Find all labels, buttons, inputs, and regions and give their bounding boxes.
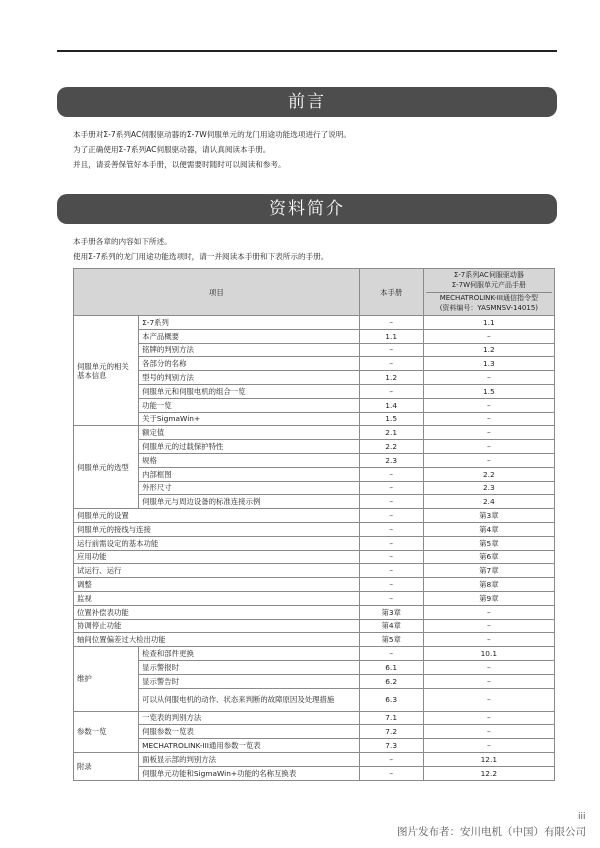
row-this: 2.3 [359, 453, 423, 467]
row-item: 运行前需设定的基本功能 [74, 536, 360, 550]
row-item: 外形尺寸 [139, 481, 360, 495]
row-this: 6.2 [359, 674, 423, 688]
table-row [74, 660, 555, 674]
row-item: 轴间位置偏差过大检出功能 [74, 633, 360, 647]
row-ref: – [423, 453, 554, 467]
table-row [74, 371, 555, 385]
row-ref: 2.2 [423, 467, 554, 481]
row-ref: – [423, 711, 554, 725]
table-row [74, 398, 555, 412]
row-this: – [359, 316, 423, 330]
row-item: 型号的判别方法 [139, 371, 360, 385]
table-row [74, 509, 555, 523]
row-this: 6.3 [359, 688, 423, 711]
header-item: 项目 [74, 269, 360, 316]
table-row [74, 316, 555, 330]
row-this: 第4章 [359, 619, 423, 633]
preface-line-1: 本手册对Σ-7系列AC伺服驱动器的Σ-7W伺服单元的龙门用途功能选项进行了说明。 [73, 130, 352, 139]
row-item: 伺服参数一览表 [139, 725, 360, 739]
group-basic-info: 伺服单元的相关基本信息 [74, 316, 139, 426]
row-this: – [359, 578, 423, 592]
row-ref: – [423, 619, 554, 633]
row-this: 7.1 [359, 711, 423, 725]
row-this: – [359, 550, 423, 564]
table-header-row [74, 269, 555, 316]
table-row [74, 481, 555, 495]
row-item: 伺服单元和伺服电机的组合一览 [139, 384, 360, 398]
row-item: 铭牌的判别方法 [139, 343, 360, 357]
row-ref: – [423, 660, 554, 674]
table-row [74, 633, 555, 647]
row-ref: 12.2 [423, 766, 554, 780]
row-ref: – [423, 605, 554, 619]
row-this: – [359, 509, 423, 523]
row-item: 伺服单元与周边设备的标准连接示例 [139, 495, 360, 509]
row-ref: – [423, 688, 554, 711]
preface-title: 前言 [57, 87, 557, 117]
row-ref: 第9章 [423, 591, 554, 605]
row-ref: 第5章 [423, 536, 554, 550]
table-row [74, 426, 555, 440]
table-row [74, 564, 555, 578]
row-item: 监视 [74, 591, 360, 605]
row-this: 第5章 [359, 633, 423, 647]
row-ref: – [423, 398, 554, 412]
header-ref-line-2: Σ-7W伺服单元产品手册 [451, 280, 527, 289]
row-this: – [359, 536, 423, 550]
row-ref: – [423, 739, 554, 753]
page-number: iii [578, 812, 586, 822]
row-this: – [359, 591, 423, 605]
table-row [74, 688, 555, 711]
row-this: 1.1 [359, 329, 423, 343]
row-item: 伺服单元的过载保护特性 [139, 440, 360, 454]
row-item: 位置补偿表功能 [74, 605, 360, 619]
row-this: – [359, 357, 423, 371]
row-ref: – [423, 674, 554, 688]
table-row [74, 329, 555, 343]
row-item: Σ-7系列 [139, 316, 360, 330]
publisher-credit: 图片发布者：安川电机（中国）有限公司 [397, 826, 586, 838]
row-this: – [359, 467, 423, 481]
row-this: – [359, 384, 423, 398]
row-ref: – [423, 725, 554, 739]
row-ref: 1.5 [423, 384, 554, 398]
row-ref: 第7章 [423, 564, 554, 578]
row-ref: – [423, 633, 554, 647]
row-item: 内部框图 [139, 467, 360, 481]
header-reference-manual [423, 269, 554, 316]
table-row [74, 739, 555, 753]
preface-line-2: 为了正确使用Σ-7系列AC伺服驱动器，请认真阅读本手册。 [73, 145, 271, 154]
header-this-manual: 本手册 [359, 269, 423, 316]
row-this: – [359, 495, 423, 509]
row-ref: 1.2 [423, 343, 554, 357]
row-ref: – [423, 329, 554, 343]
row-ref: – [423, 371, 554, 385]
row-this: 6.1 [359, 660, 423, 674]
top-rule [57, 50, 557, 52]
table-row [74, 467, 555, 481]
row-item: 关于SigmaWin+ [139, 412, 360, 426]
table-row [74, 674, 555, 688]
row-this: 2.1 [359, 426, 423, 440]
row-ref: – [423, 426, 554, 440]
row-ref: 第6章 [423, 550, 554, 564]
table-row [74, 536, 555, 550]
row-this: 2.2 [359, 440, 423, 454]
table-row [74, 357, 555, 371]
row-this: 1.4 [359, 398, 423, 412]
row-this: 1.5 [359, 412, 423, 426]
row-item: 规格 [139, 453, 360, 467]
row-this: 7.2 [359, 725, 423, 739]
table-row [74, 550, 555, 564]
row-item: 调整 [74, 578, 360, 592]
row-item: MECHATROLINK-III通用参数一览表 [139, 739, 360, 753]
table-row [74, 343, 555, 357]
row-ref: 第8章 [423, 578, 554, 592]
row-this: – [359, 522, 423, 536]
table-row [74, 591, 555, 605]
row-item: 协调停止功能 [74, 619, 360, 633]
row-ref: 2.4 [423, 495, 554, 509]
row-item: 显示警告时 [139, 674, 360, 688]
table-row [74, 440, 555, 454]
table-row [74, 725, 555, 739]
table-row [74, 453, 555, 467]
table-row [74, 752, 555, 766]
row-ref: 1.3 [423, 357, 554, 371]
preface-line-3: 并且，请妥善保管好本手册，以便需要时随时可以阅读和参考。 [73, 160, 286, 169]
row-item: 各部分的名称 [139, 357, 360, 371]
table-row [74, 412, 555, 426]
row-this: – [359, 564, 423, 578]
row-item: 额定值 [139, 426, 360, 440]
table-row [74, 619, 555, 633]
row-item: 试运行、运行 [74, 564, 360, 578]
manual-reference-table [73, 268, 555, 781]
header-ref-line-4: (资料编号：YASMNSV-14015) [439, 303, 539, 312]
row-ref: 1.1 [423, 316, 554, 330]
table-row [74, 578, 555, 592]
table-row [74, 384, 555, 398]
group-appendix: 附录 [74, 752, 139, 780]
row-item: 面板显示部的判别方法 [139, 752, 360, 766]
row-this: – [359, 752, 423, 766]
group-maintenance: 维护 [74, 647, 139, 711]
row-this: 1.2 [359, 371, 423, 385]
overview-line-2: 使用Σ-7系列的龙门用途功能选项时，请一并阅读本手册和下表所示的手册。 [73, 252, 329, 261]
header-ref-line-3: MECHATROLINK-III通信指令型 [426, 292, 552, 304]
row-ref: 第4章 [423, 522, 554, 536]
overview-line-1: 本手册各章的内容如下所述。 [73, 237, 172, 246]
row-item: 显示警报时 [139, 660, 360, 674]
row-ref: – [423, 440, 554, 454]
row-item: 功能一览 [139, 398, 360, 412]
row-item: 应用功能 [74, 550, 360, 564]
row-ref: 12.1 [423, 752, 554, 766]
row-item: 伺服单元功能和SigmaWin+功能的名称互换表 [139, 766, 360, 780]
table-row [74, 711, 555, 725]
row-ref: 第3章 [423, 509, 554, 523]
row-ref: – [423, 412, 554, 426]
row-item: 伺服单元的接线与连接 [74, 522, 360, 536]
row-this: 第3章 [359, 605, 423, 619]
row-this: – [359, 766, 423, 780]
table-row [74, 605, 555, 619]
table-row [74, 647, 555, 661]
row-item: 本产品概要 [139, 329, 360, 343]
header-ref-line-1: Σ-7系列AC伺服驱动器 [453, 271, 524, 279]
table-row [74, 495, 555, 509]
row-item: 可以从伺服电机的动作、状态来判断的故障原因及处理措施 [139, 688, 360, 711]
group-selection: 伺服单元的选型 [74, 426, 139, 509]
row-item: 伺服单元的设置 [74, 509, 360, 523]
row-item: 一览表的判别方法 [139, 711, 360, 725]
row-ref: 2.3 [423, 481, 554, 495]
row-this: – [359, 343, 423, 357]
row-ref: 10.1 [423, 647, 554, 661]
row-this: – [359, 647, 423, 661]
group-parameters: 参数一览 [74, 711, 139, 752]
row-this: – [359, 481, 423, 495]
row-this: 7.3 [359, 739, 423, 753]
row-item: 检查和部件更换 [139, 647, 360, 661]
table-row [74, 766, 555, 780]
table-row [74, 522, 555, 536]
overview-title: 资料简介 [57, 194, 557, 224]
